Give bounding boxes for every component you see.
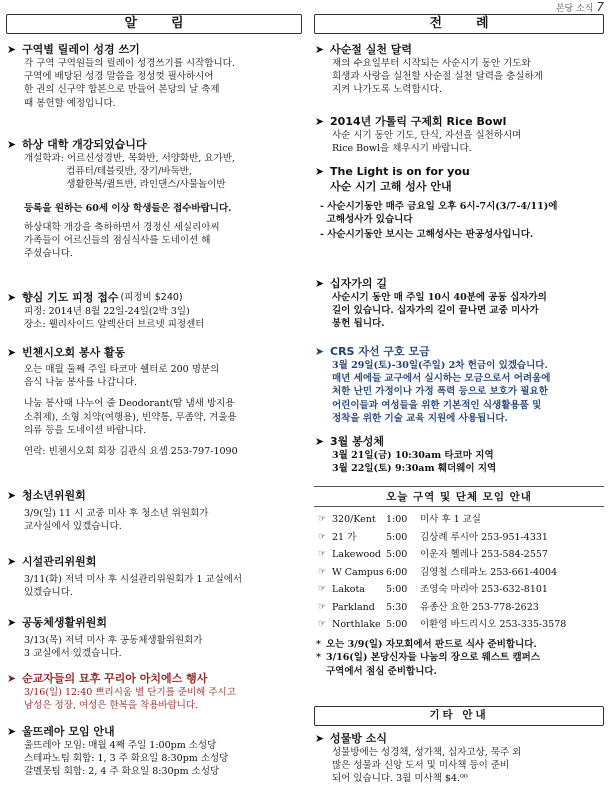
meeting-row: ☞ Lakewood 5:00 이운자 헬레나 253-584-2557 <box>314 546 604 564</box>
hand-icon: ☞ <box>318 619 327 629</box>
section-martyrs: ➤ 순교자들의 묘후 꾸리아 아치에스 행사 3/16(일) 12:40 쁘리시움 별 단기를 준비해 주시고 남성은 정장, 여성은 한복을 착용바랍니다. <box>6 672 236 712</box>
meeting-row: ☞ Lakota 5:00 조영숙 마리아 253-632-8101 <box>314 581 604 599</box>
meeting-row: ☞ Northlake 5:00 이환영 바드리시오 253-335-3578 <box>314 616 604 634</box>
arrow-icon: ➤ <box>6 489 17 502</box>
meeting-row: ☞ W Campus 6:00 김영철 스테파노 253-661-4004 <box>314 564 604 582</box>
section-rice-bowl: ➤ 2014년 가톨릭 구제회 Rice Bowl 사순 시기 동안 기도, 단식, 자선을 실천하시며 Rice Bowl을 채우시기 바랍니다. <box>314 115 522 155</box>
section-lent-calendar: ➤ 사순절 실천 달력 재의 수요일부터 시작되는 사순시기 동안 기도와 희생과 사랑을 실천할 사순절 실천 달력을 충실하게 지켜 나가도록 노력합시다. <box>314 43 543 96</box>
section-hasang-college: ➤ 하상 대학 개강되었습니다 개설학과: 어르신성경반, 목화반, 서양화반, 요가반, 컴퓨터/테블릿반, 장기/바둑반, 생활한복/퀼트반, 라인댄스/사물놀이반 등록을 원하는 60세 이상 학생들은 접수바랍니다. 하상대학 개강을 축하하면서 경정신 세실리아씨 가족들이 어르신들의 점심식사를 도네이션 해 주셨습니다. <box>6 138 235 260</box>
arrow-icon: ➤ <box>6 672 17 685</box>
page-number: 7 <box>596 0 604 14</box>
arrow-icon: ➤ <box>6 291 17 304</box>
arrow-icon: ➤ <box>6 616 17 629</box>
other-info-block: 기타 안내 ➤ 성물방 소식 성물방에는 성경책, 성가책, 십자고상, 묵주 외 많은 성물과 신앙 도서 및 미사책 등이 준비 되어 있습니다. 3월 미사책 $4.⁰⁰ <box>314 706 604 786</box>
hand-icon: ☞ <box>318 514 327 524</box>
arrow-icon: ➤ <box>6 43 17 56</box>
arrow-icon: ➤ <box>6 138 17 151</box>
meeting-row: ☞ Parkland 5:30 유종산 요한 253-778-2623 <box>314 599 604 617</box>
meetings-block: 오늘 구역 및 단체 모임 안내 ☞ 320/Kent 1:00 미사 후 1 교실 ☞ 21 가 5:00 김상례 루시아 253-951-4331 ☞ Lakewood 5:00 이운자 헬레나 253-584-2557 ☞ W Campus 6:00 김영철 스테파노 253-661-4004 ☞ Lakota 5:00 조영숙 마리아 253-632-8101 ☞ Parkland 5:30 유종산 요한 253-778-2623 ☞ Northlake 5:00 이환영 바드리시오 253-335-3578 * 오는 3/9(일) 자모회에서 판드로 식사 준비합니다. * 3/16(일) 본당신자들 나눔의 장으로 웨스트 캠퍼스 구역에서 점심 준비합니다. <box>314 484 604 678</box>
section-facility: ➤ 시설관리위원회 3/11(화) 저녁 미사 후 시설관리위원회가 1 교실에서 있겠습니다. <box>6 555 243 599</box>
right-column-title: 전례 <box>314 14 604 34</box>
right-column <box>314 14 604 785</box>
hand-icon: ☞ <box>318 584 327 594</box>
arrow-icon: ➤ <box>314 732 325 745</box>
arrow-icon: ➤ <box>314 277 325 290</box>
section-relay-bible: ➤ 구역별 릴레이 성경 쓰기 각 구역 구역원들의 릴레이 성경쓰기를 시작합니다. 구역에 배당된 성경 말씀을 정성껏 필사하시어 한 권의 신구약 합본으로 만들어 본당의 날 축제 때 봉헌할 예정입니다. <box>6 43 235 109</box>
hand-icon: ☞ <box>318 549 327 559</box>
left-column-title: 알림 <box>6 14 302 34</box>
meetings-title: 오늘 구역 및 단체 모임 안내 <box>386 491 532 503</box>
page-label: 본당 소식 <box>555 4 594 14</box>
meeting-row: ☞ 21 가 5:00 김상례 루시아 253-951-4331 <box>314 529 604 547</box>
section-youth: ➤ 청소년위원회 3/9(일) 11 시 교중 미사 후 청소년 위원회가 교사실에서 있겠습니다. <box>6 489 209 533</box>
meeting-row: ☞ 320/Kent 1:00 미사 후 1 교실 <box>314 511 604 529</box>
section-ultreya: ➤ 울뜨레아 모임 안내 울뜨레아 모임: 매월 4째 주일 1:00pm 소성당 스테파노팀 회합: 1, 3 주 화요일 8:30pm 소성당 갈멜못팀 회합: 2, 4 주 화요일 8:30pm 소성당 <box>6 725 229 778</box>
other-info-title: 기타 안내 <box>314 706 604 726</box>
section-confession: ➤ The Light is on for you 사순 시기 고해 성사 안내 - 사순시기동안 매주 금요일 오후 6시-7시(3/7-4/11)에 고해성사가 있습니다 - 사순시기동안 보시는 고해성사는 판공성사입니다. <box>314 165 558 241</box>
page-header <box>556 0 604 14</box>
section-community: ➤ 공동체생활위원회 3/13(목) 저녁 미사 후 공동체생활위원회가 3 교실에서 있겠습니다. <box>6 616 203 660</box>
arrow-icon: ➤ <box>314 435 325 448</box>
arrow-icon: ➤ <box>6 725 17 738</box>
arrow-icon: ➤ <box>6 346 17 359</box>
section-retreat: ➤ 향심 기도 피정 접수 (피정비 $240) 피정: 2014년 8월 22일-24일(2박 3일) 장소: 웰리사이드 알렉산더 브르넷 피정센터 <box>6 291 205 331</box>
section-crs: ➤ CRS 자선 구호 모금 3월 29일(토)-30일(주일) 2차 헌금이 있겠습니다. 매년 세에들 교구에서 실시하는 모금으로서 어려움에 처한 난민 가정이나 가정 폭력 등으로 보호가 필요한 어린이들과 여성들을 위한 기본적인 식생활용품 및 정착을 위한 기술 교육 지원에 사용됩니다. <box>314 345 551 424</box>
left-column <box>6 14 302 778</box>
section-communion: ➤ 3월 봉성체 3월 21일(금) 10:30am 타코마 지역 3월 22일(토) 9:30am 훼더웨이 지역 <box>314 435 497 475</box>
asterisk-icon: * <box>316 652 321 663</box>
hand-icon: ☞ <box>318 601 327 612</box>
asterisk-icon: * <box>316 638 321 650</box>
section-stations-cross: ➤ 십자가의 길 사순시기 동안 매 주일 10시 40분에 공동 십자가의 길이 있습니다. 십자가의 길이 끝나면 교중 미사가 봉헌 됩니다. <box>314 277 547 330</box>
hand-icon: ☞ <box>318 531 327 542</box>
arrow-icon: ➤ <box>6 555 17 568</box>
hand-icon: ☞ <box>318 566 327 577</box>
arrow-icon: ➤ <box>314 345 325 358</box>
arrow-icon: ➤ <box>314 43 325 56</box>
arrow-icon: ➤ <box>314 165 325 178</box>
arrow-icon: ➤ <box>314 115 325 128</box>
section-vincent: ➤ 빈첸시오회 봉사 활동 오는 매월 둘째 주일 타코마 쉘터로 200 명분의 음식 나눔 봉사를 나갑니다. 나눔 봉사때 나누어 줄 Deodorant(땀 냄새 방지용 소취제), 소형 치약(여행용), 빈약통, 무좀약, 겨울용 의류 등을 도네이션 바랍니다. 연락: 빈첸시오회 회장 김관식 요셉 253-797-1090 <box>6 346 238 458</box>
